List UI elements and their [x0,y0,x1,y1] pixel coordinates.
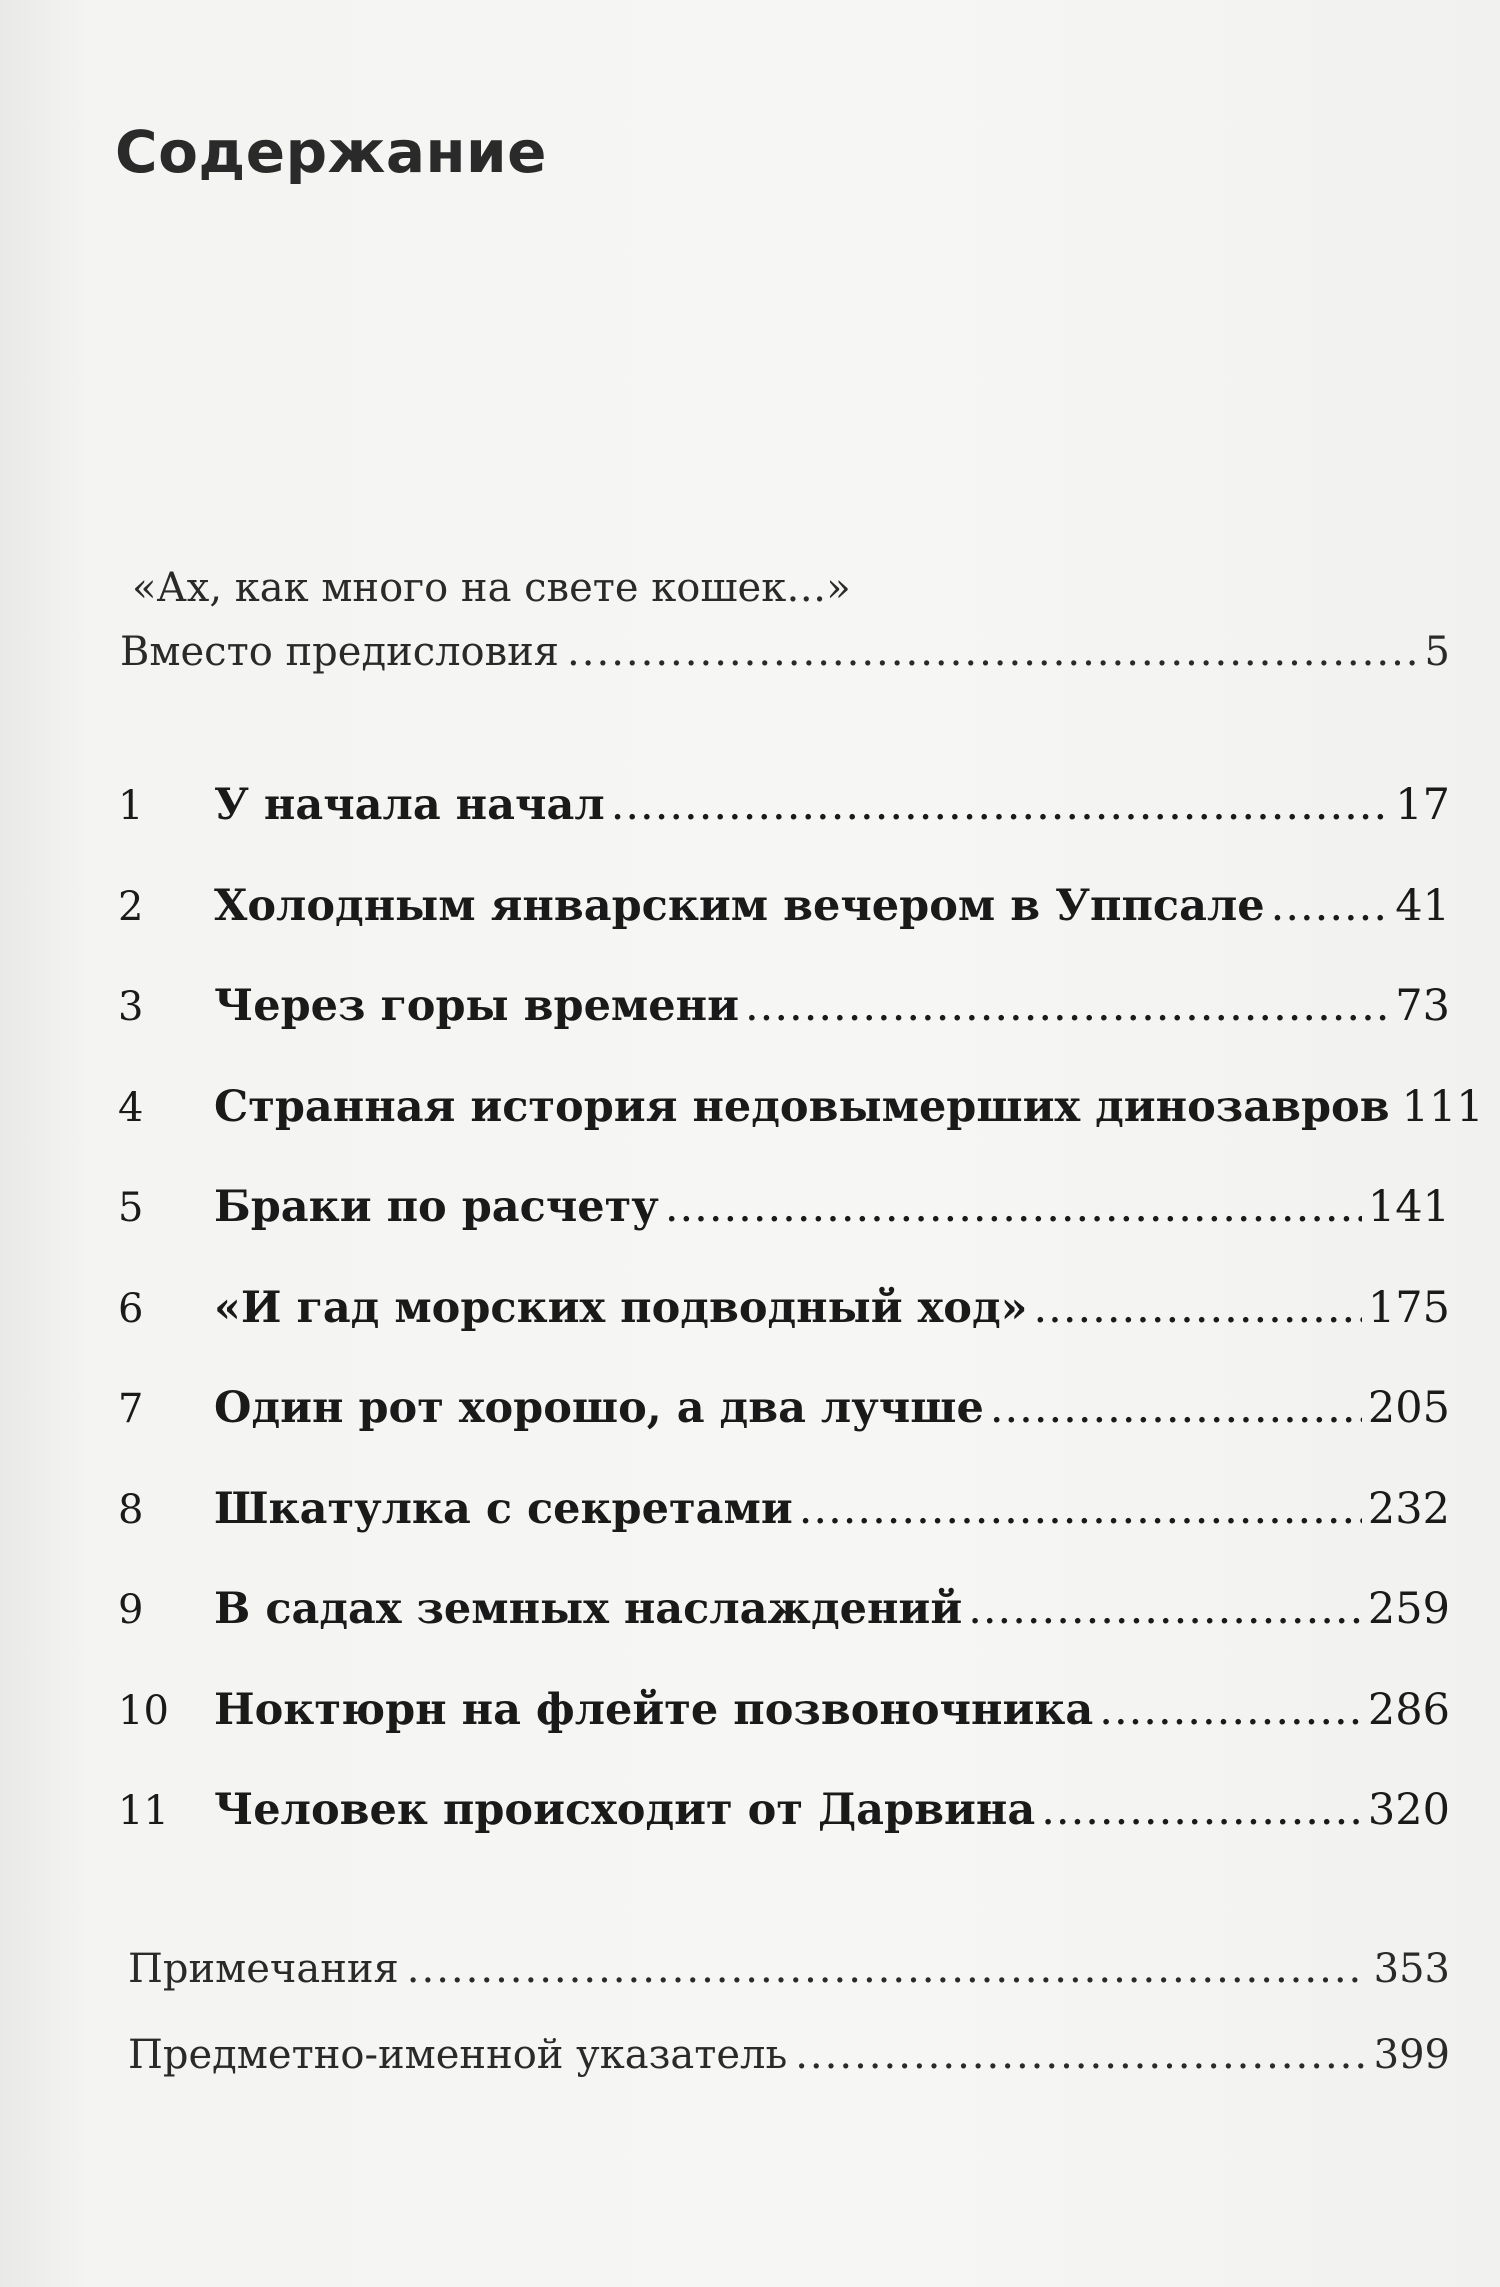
chapter-title: Один рот хорошо, а два лучше [214,1383,984,1433]
chapter-title: Ноктюрн на флейте позвоночника [214,1684,1094,1735]
chapter-page-number: 286 [1367,1684,1450,1735]
chapter-page-number: 205 [1367,1383,1450,1433]
back-matter-row [128,2032,1450,2118]
chapter-number: 9 [118,1587,144,1633]
chapter-row [118,1081,1484,1183]
chapter-number: 11 [118,1788,169,1834]
chapter-title: Шкатулка с секретами [214,1483,793,1534]
dot-leader [407,1946,1366,1992]
back-matter-list [128,1946,1450,2118]
chapter-number: 6 [118,1285,144,1332]
chapter-number: 5 [118,1185,144,1231]
chapter-title: В садах земных наслаждений [214,1584,963,1634]
chapter-page-number: 73 [1395,981,1450,1031]
foreword-subtitle: Вместо предисловия [120,629,560,675]
dot-leader [799,1484,1362,1534]
chapter-title: Через горы времени [214,981,740,1031]
back-matter-title: Предметно-именной указатель [128,2032,788,2078]
chapter-page-number: 41 [1395,880,1450,931]
dot-leader [1041,1785,1362,1835]
chapter-row [118,1383,1450,1484]
chapter-page-number: 175 [1367,1282,1450,1333]
chapter-number: 2 [118,883,144,930]
chapter-title: Холодным январским вечером в Уппсале [214,880,1265,931]
back-matter-page-number: 353 [1373,1946,1450,1992]
chapter-row [118,780,1450,881]
chapter-number: 8 [118,1486,144,1533]
chapter-row [118,981,1450,1082]
chapter-row [118,1182,1450,1283]
dot-leader [1033,1283,1361,1333]
dot-leader [567,620,1417,684]
back-matter-page-number: 399 [1373,2032,1450,2078]
dot-leader [795,2032,1365,2078]
dot-leader [968,1584,1362,1634]
chapter-title: «И гад морских подводный ход» [214,1282,1028,1333]
chapter-row [118,1484,1450,1585]
chapter-page-number: 111 [1401,1081,1484,1132]
foreword-row [120,620,1450,684]
chapter-title: Человек происходит от Дарвина [214,1785,1036,1835]
dot-leader [745,981,1389,1031]
chapter-page-number: 232 [1367,1483,1450,1534]
chapter-number: 3 [118,984,144,1030]
chapter-list [118,780,1484,1886]
chapter-row [118,1785,1450,1886]
chapter-row [118,881,1450,982]
foreword-entry [120,556,1450,684]
back-matter-title: Примечания [128,1946,399,1992]
chapter-row [118,1685,1450,1786]
chapter-number: 7 [118,1386,144,1432]
chapter-title: Браки по расчету [214,1182,659,1232]
chapter-row [118,1584,1450,1685]
page-title: Содержание [115,118,548,186]
chapter-page-number: 259 [1367,1584,1450,1634]
chapter-number: 1 [118,783,144,829]
chapter-title: Странная история недовымерших динозавров [214,1081,1390,1132]
chapter-title: У начала начал [214,780,605,830]
chapter-number: 4 [118,1084,144,1131]
chapter-row [118,1283,1450,1384]
chapter-page-number: 141 [1367,1182,1450,1232]
chapter-number: 10 [118,1687,169,1734]
dot-leader [665,1182,1362,1232]
foreword-page-number: 5 [1424,629,1450,675]
dot-leader [1271,881,1390,931]
chapter-page-number: 17 [1395,780,1450,830]
back-matter-row [128,1946,1450,2032]
dot-leader [990,1383,1362,1433]
dot-leader [611,780,1390,830]
foreword-title: «Ах, как много на свете кошек…» [132,565,851,611]
dot-leader [1099,1685,1362,1735]
chapter-page-number: 320 [1367,1785,1450,1835]
